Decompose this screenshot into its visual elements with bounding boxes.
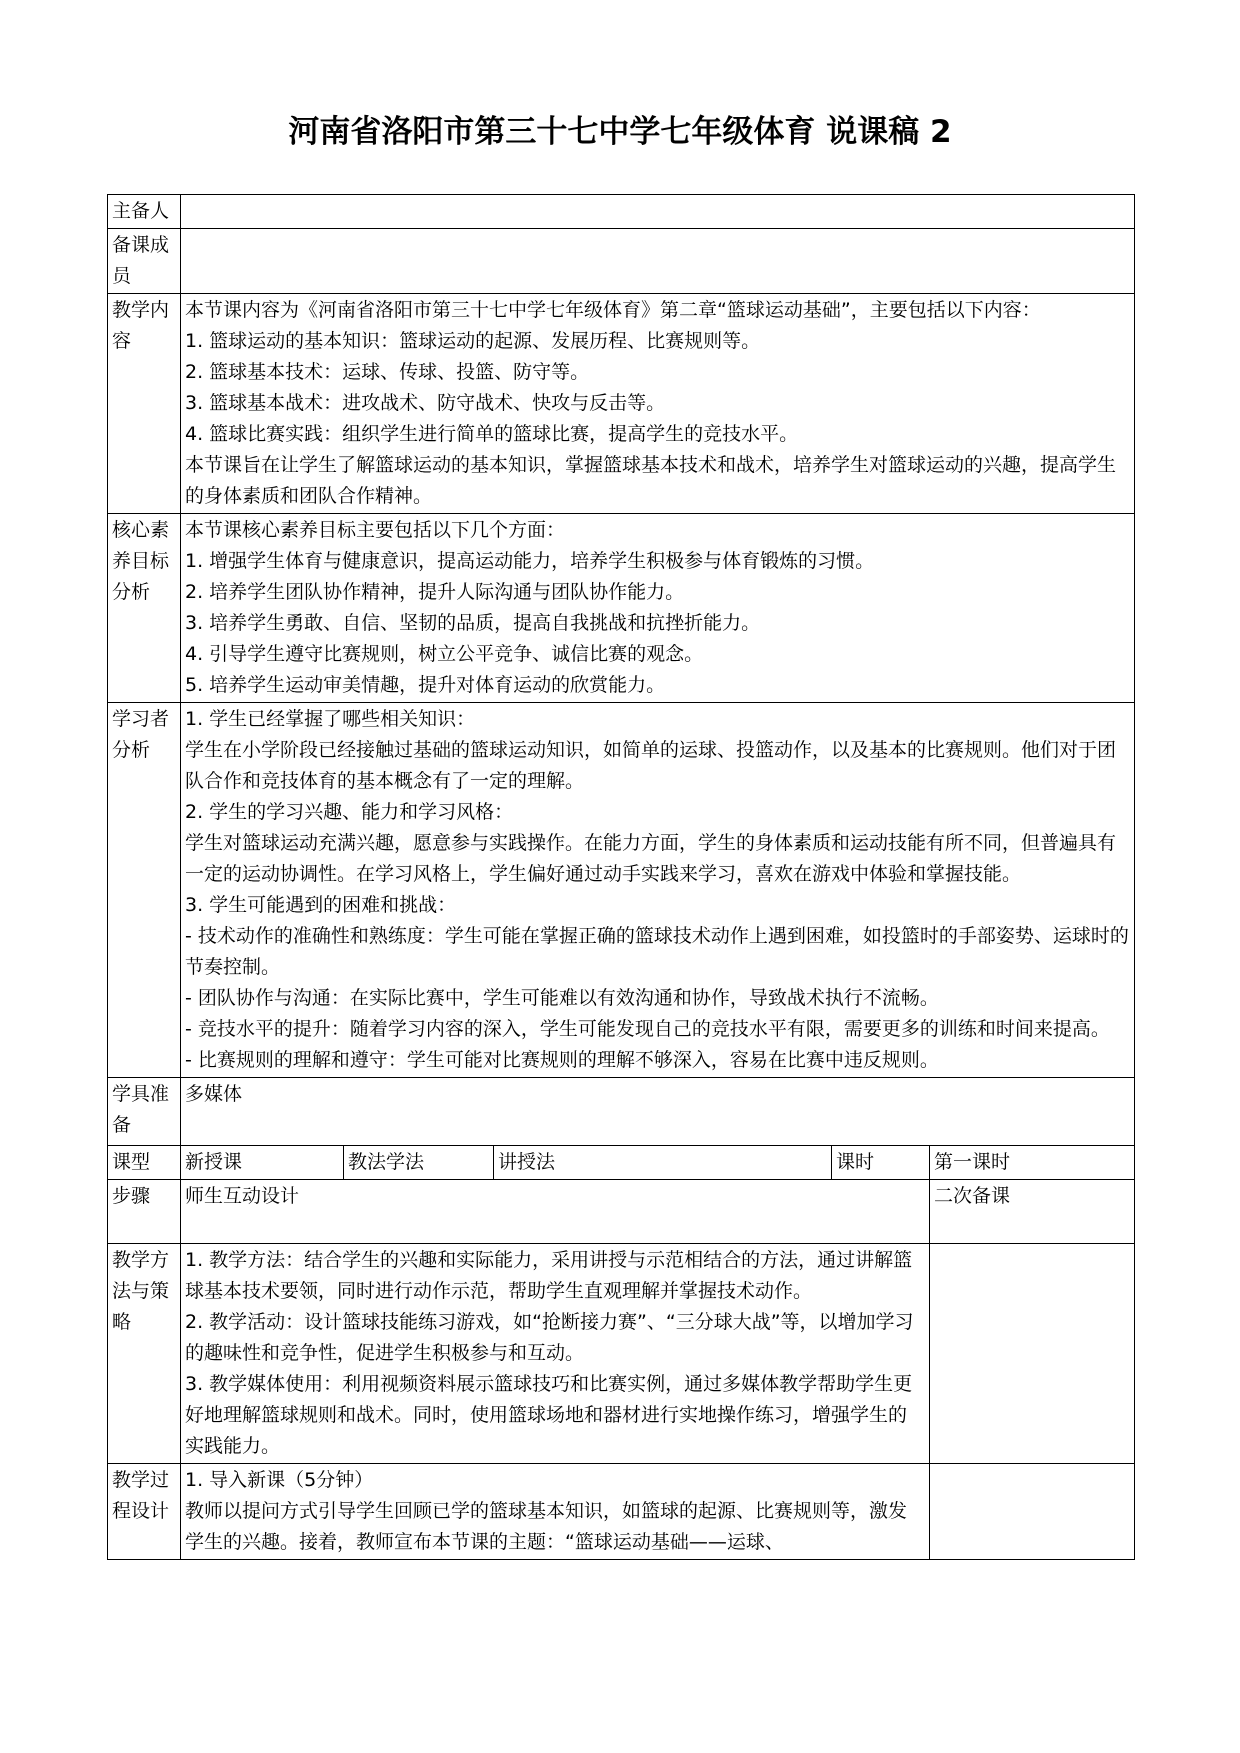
learner-line: - 比赛规则的理解和遵守：学生可能对比赛规则的理解不够深入，容易在比赛中违反规则。	[185, 1049, 939, 1071]
members-value	[181, 229, 1135, 294]
process-line: 1. 导入新课（5分钟）	[185, 1469, 374, 1491]
row-core	[108, 514, 1135, 703]
methods-line: 2. 教学活动：设计篮球技能练习游戏，如“抢断接力赛”、“三分球大战”等，以增加学习的趣味性和竞争性，促进学生积极参与和互动。	[185, 1311, 914, 1364]
learner-line: 学生对篮球运动充满兴趣，愿意参与实践操作。在能力方面，学生的身体素质和运动技能有所不同，但普遍具有一定的运动协调性。在学习风格上，学生偏好通过动手实践来学习，喜欢在游戏中体验和掌握技能。	[185, 832, 1117, 885]
learner-cell	[181, 703, 1135, 1078]
row-learner	[108, 703, 1135, 1078]
steps-value: 师生互动设计	[181, 1180, 930, 1244]
content-label: 教学内容	[108, 294, 181, 514]
learner-label: 学习者分析	[108, 703, 181, 1078]
learner-line: 2. 学生的学习兴趣、能力和学习风格：	[185, 801, 514, 823]
members-label: 备课成员	[108, 229, 181, 294]
learner-line: - 竞技水平的提升：随着学习内容的深入，学生可能发现自己的竞技水平有限，需要更多的训练和时间来提高。	[185, 1018, 1110, 1040]
methods-line: 1. 教学方法：结合学生的兴趣和实际能力，采用讲授与示范相结合的方法，通过讲解篮球基本技术要领，同时进行动作示范，帮助学生直观理解并掌握技术动作。	[185, 1249, 913, 1302]
content-line: 本节课内容为《河南省洛阳市第三十七中学七年级体育》第二章“篮球运动基础”，主要包括以下内容：	[185, 299, 1041, 321]
method-label: 教法学法	[344, 1146, 494, 1180]
content-line: 本节课旨在让学生了解篮球运动的基本知识，掌握篮球基本技术和战术，培养学生对篮球运动的兴趣，提高学生的身体素质和团队合作精神。	[185, 454, 1117, 507]
core-line: 5. 培养学生运动审美情趣，提升对体育运动的欣赏能力。	[185, 674, 666, 696]
host-label: 主备人	[108, 195, 181, 229]
core-line: 2. 培养学生团队协作精神，提升人际沟通与团队协作能力。	[185, 581, 685, 603]
core-cell	[181, 514, 1135, 703]
steps-label: 步骤	[108, 1180, 181, 1244]
core-line: 3. 培养学生勇敢、自信、坚韧的品质，提高自我挑战和抗挫折能力。	[185, 612, 761, 634]
row-content	[108, 294, 1135, 514]
core-line: 4. 引导学生遵守比赛规则，树立公平竞争、诚信比赛的观念。	[185, 643, 704, 665]
period-label: 课时	[832, 1146, 930, 1180]
row-members	[108, 229, 1135, 294]
row-host	[108, 195, 1135, 229]
row-steps	[108, 1180, 1135, 1244]
methods-cell	[181, 1244, 930, 1464]
process-line: 教师以提问方式引导学生回顾已学的篮球基本知识，如篮球的起源、比赛规则等，激发学生的兴趣。接着，教师宣布本节课的主题：“篮球运动基础——运球、	[185, 1500, 908, 1553]
process-cell	[181, 1464, 930, 1560]
document-title: 河南省洛阳市第三十七中学七年级体育 说课稿 2	[288, 114, 952, 150]
method-value: 讲授法	[494, 1146, 832, 1180]
learner-line: 3. 学生可能遇到的困难和挑战：	[185, 894, 457, 916]
row-tools	[108, 1078, 1135, 1146]
second-prep-label: 二次备课	[930, 1180, 1135, 1244]
learner-line: 1. 学生已经掌握了哪些相关知识：	[185, 708, 476, 730]
tools-value: 多媒体	[181, 1078, 1135, 1146]
methods-line: 3. 教学媒体使用：利用视频资料展示篮球技巧和比赛实例，通过多媒体教学帮助学生更好地理解篮球规则和战术。同时，使用篮球场地和器材进行实地操作练习，增强学生的实践能力。	[185, 1373, 913, 1457]
methods-second-prep	[930, 1244, 1135, 1464]
row-methods	[108, 1244, 1135, 1464]
core-label: 核心素养目标分析	[108, 514, 181, 703]
row-type	[108, 1146, 1135, 1180]
learner-line: 学生在小学阶段已经接触过基础的篮球运动知识，如简单的运球、投篮动作，以及基本的比赛规则。他们对于团队合作和竞技体育的基本概念有了一定的理解。	[185, 739, 1117, 792]
content-line: 1. 篮球运动的基本知识：篮球运动的起源、发展历程、比赛规则等。	[185, 330, 761, 352]
learner-line: - 团队协作与沟通：在实际比赛中，学生可能难以有效沟通和协作，导致战术执行不流畅。	[185, 987, 939, 1009]
process-second-prep	[930, 1464, 1135, 1560]
host-value	[181, 195, 1135, 229]
core-line: 本节课核心素养目标主要包括以下几个方面：	[185, 519, 566, 541]
lesson-plan-table	[107, 194, 1135, 1560]
content-line: 4. 篮球比赛实践：组织学生进行简单的篮球比赛，提高学生的竞技水平。	[185, 423, 799, 445]
learner-line: - 技术动作的准确性和熟练度：学生可能在掌握正确的篮球技术动作上遇到困难，如投篮时的手部姿势、运球时的节奏控制。	[185, 925, 1129, 978]
methods-label: 教学方法与策略	[108, 1244, 181, 1464]
type-label: 课型	[108, 1146, 181, 1180]
content-line: 3. 篮球基本战术：进攻战术、防守战术、快攻与反击等。	[185, 392, 666, 414]
row-process	[108, 1464, 1135, 1560]
content-line: 2. 篮球基本技术：运球、传球、投篮、防守等。	[185, 361, 590, 383]
period-value: 第一课时	[930, 1146, 1135, 1180]
process-label: 教学过程设计	[108, 1464, 181, 1560]
content-cell	[181, 294, 1135, 514]
core-line: 1. 增强学生体育与健康意识，提高运动能力，培养学生积极参与体育锻炼的习惯。	[185, 550, 875, 572]
tools-label: 学具准备	[108, 1078, 181, 1146]
type-value: 新授课	[181, 1146, 344, 1180]
